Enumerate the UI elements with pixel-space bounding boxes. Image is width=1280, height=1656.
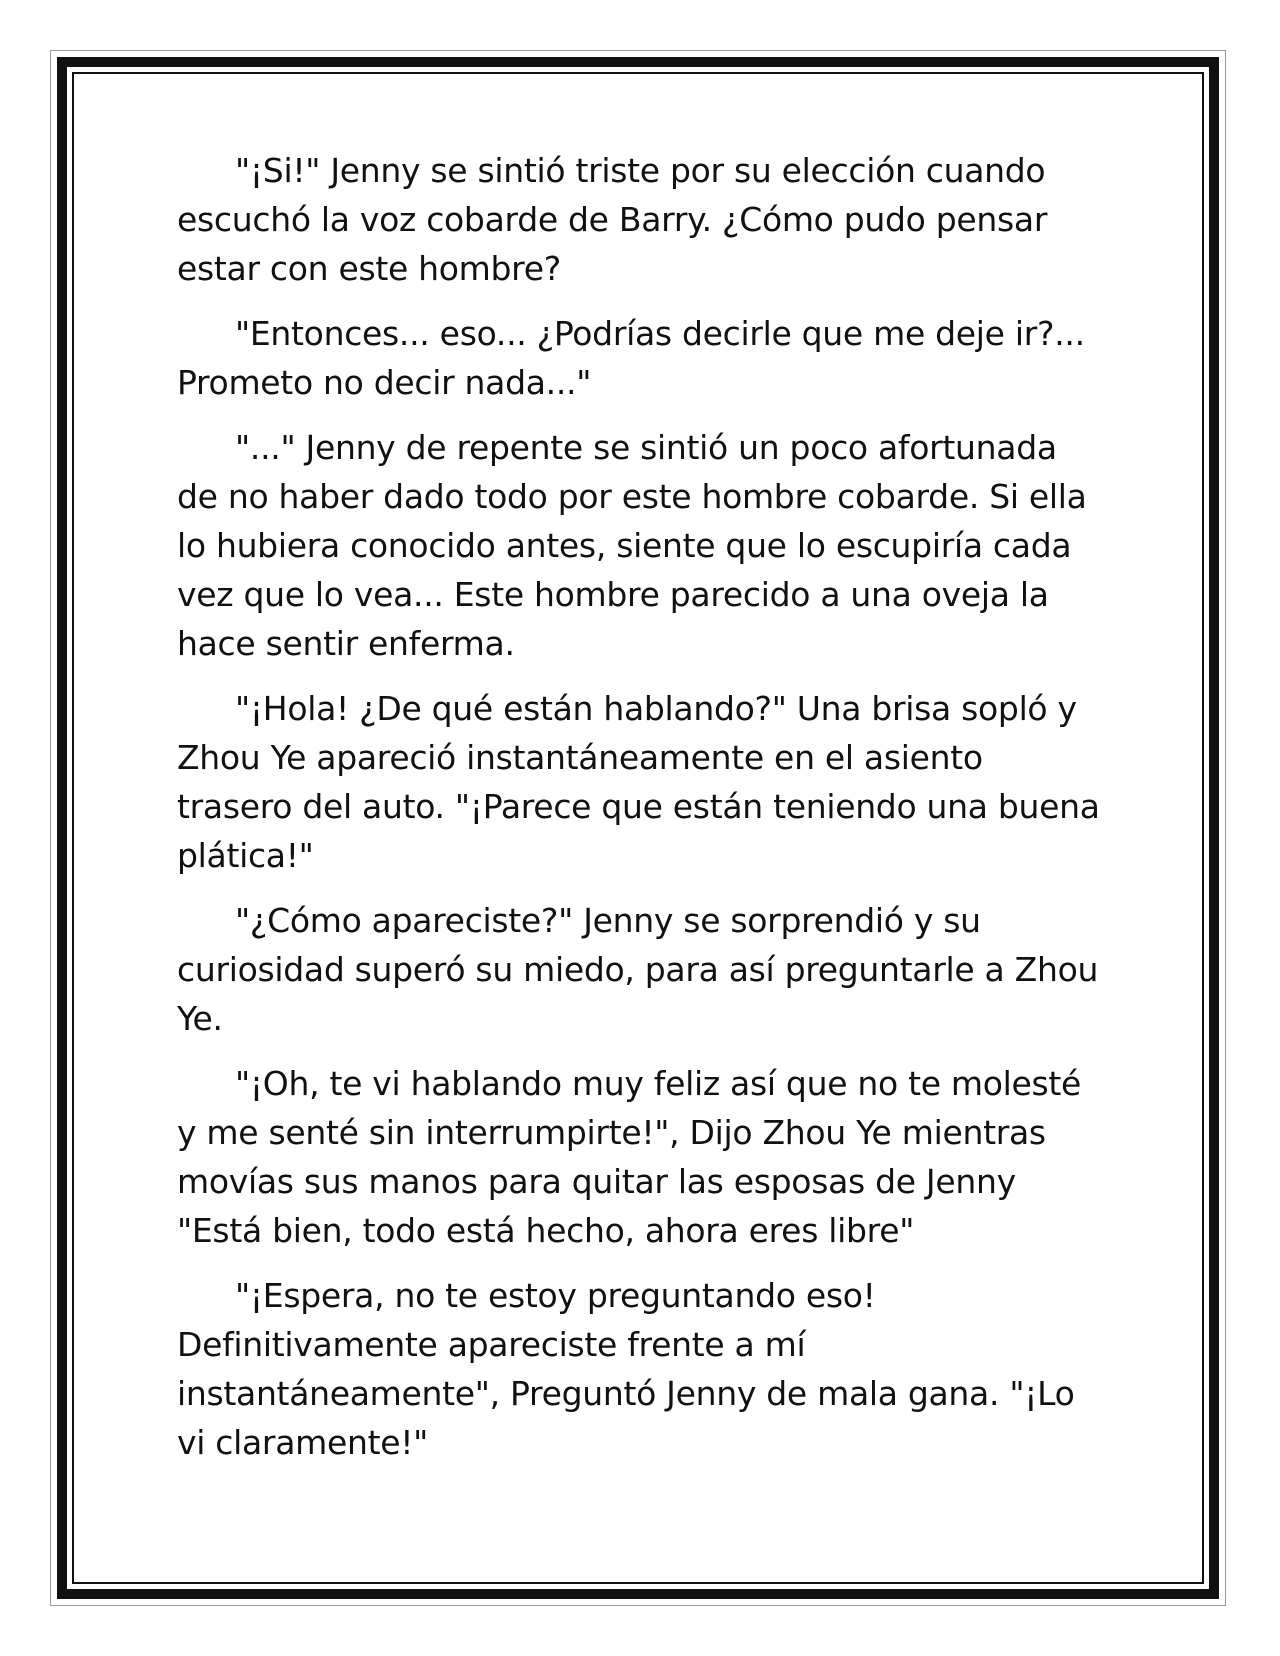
paragraph-3: "..." Jenny de repente se sintió un poco afortunada de no haber dado todo por este hombre cobarde. Si ella lo hubiera conocido antes, siente que lo escupiría cada vez que lo vea... Este hombre parecido a una oveja la hace sentir enferma.: [177, 428, 1087, 663]
paragraph-1: "¡Si!" Jenny se sintió triste por su elección cuando escuchó la voz cobarde de Barry. ¿Cómo pudo pensar estar con este hombre?: [177, 151, 1048, 288]
paragraph-7: "¡Espera, no te estoy preguntando eso! Definitivamente apareciste frente a mí instantáneamente", Preguntó Jenny de mala gana. "¡Lo vi claramente!": [177, 1276, 1075, 1462]
paragraph-5: "¿Cómo apareciste?" Jenny se sorprendió y su curiosidad superó su miedo, para así preguntarle a Zhou Ye.: [177, 901, 1099, 1038]
paragraph-6: "¡Oh, te vi hablando muy feliz así que no te molesté y me senté sin interrumpirte!", Dijo Zhou Ye mientras movías sus manos para quitar las esposas de Jenny "Está bien, todo está hecho, ahora eres libre": [177, 1064, 1082, 1250]
paragraph-4: "¡Hola! ¿De qué están hablando?" Una brisa sopló y Zhou Ye apareció instantáneamente en el asiento trasero del auto. "¡Parece que están teniendo una buena plática!": [177, 689, 1100, 875]
page-body: [177, 146, 1107, 1483]
paragraph-2: "Entonces... eso... ¿Podrías decirle que me deje ir?... Prometo no decir nada...": [177, 314, 1085, 402]
